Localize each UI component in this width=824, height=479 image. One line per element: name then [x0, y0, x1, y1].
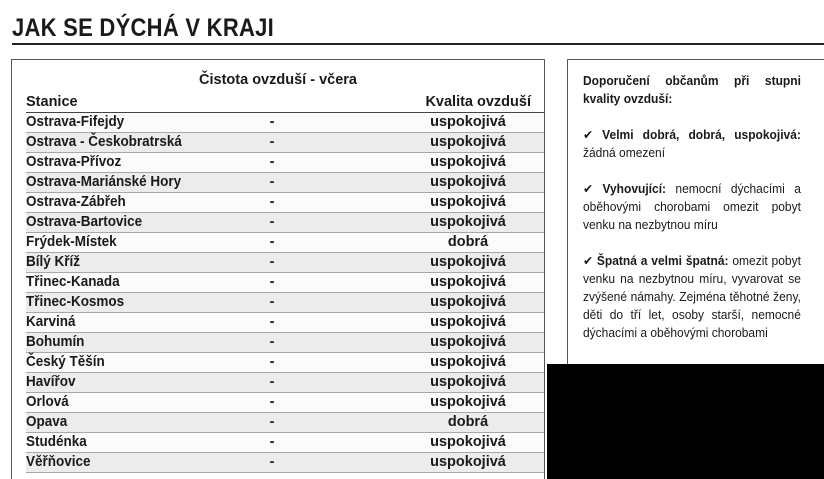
station-name: Ostrava - Českobratrská	[26, 134, 182, 150]
separator-dash: -	[269, 334, 275, 350]
recommendation-text: nemocní dýchacími a oběhovými chorobami omezit pobyt venku na nezbytnou míru	[583, 182, 801, 232]
checkmark-icon: ✔	[583, 128, 594, 142]
station-name: Ostrava-Přívoz	[26, 154, 122, 170]
separator-dash: -	[269, 414, 275, 430]
table-row	[26, 193, 544, 213]
table-row	[26, 113, 544, 133]
station-name: Ostrava-Bartovice	[26, 214, 143, 230]
column-header-quality: Kvalita ovzduší	[425, 94, 531, 110]
station-name: Ostrava-Mariánské Hory	[26, 174, 182, 190]
quality-value: uspokojivá	[430, 214, 506, 230]
table-body	[26, 113, 544, 473]
station-name: Opava	[26, 414, 68, 430]
table-row	[26, 253, 544, 273]
air-quality-table	[11, 59, 545, 479]
table-header	[26, 94, 544, 113]
table-row	[26, 153, 544, 173]
table-row	[26, 433, 544, 453]
recommendations-title: Doporučení občanům při stupni kvality ovzduší:	[583, 74, 801, 106]
separator-dash: -	[269, 154, 275, 170]
quality-value: uspokojivá	[430, 394, 506, 410]
separator-dash: -	[269, 234, 275, 250]
separator-dash: -	[269, 354, 275, 370]
quality-value: uspokojivá	[430, 434, 506, 450]
quality-value: uspokojivá	[430, 254, 506, 270]
table-row	[26, 413, 544, 433]
table-row	[26, 213, 544, 233]
table-row	[26, 273, 544, 293]
quality-value: uspokojivá	[430, 454, 506, 470]
station-name: Třinec-Kosmos	[26, 294, 125, 310]
table-row	[26, 293, 544, 313]
quality-value: uspokojivá	[430, 374, 506, 390]
redaction-block	[547, 364, 824, 479]
station-name: Ostrava-Zábřeh	[26, 194, 126, 210]
column-header-station: Stanice	[26, 94, 78, 110]
recommendation-item	[583, 180, 801, 234]
quality-value: dobrá	[447, 234, 489, 250]
recommendation-item	[583, 126, 801, 162]
station-name: Frýdek-Místek	[26, 234, 117, 250]
station-name: Havířov	[26, 374, 76, 390]
recommendations-box	[567, 59, 824, 364]
table-row	[26, 313, 544, 333]
separator-dash: -	[269, 374, 275, 390]
station-name: Bílý Kříž	[26, 254, 80, 270]
separator-dash: -	[269, 294, 275, 310]
recommendation-text: omezit pobyt venku na nezbytnou míru, vyvarovat se zvýšené námahy. Zejména těhotné ženy, děti do tří let, osoby starší, nemocné dýchacími a oběhovými chorobami	[583, 254, 801, 340]
quality-value: uspokojivá	[430, 354, 506, 370]
separator-dash: -	[269, 114, 275, 130]
checkmark-icon: ✔	[583, 254, 594, 268]
quality-value: uspokojivá	[430, 194, 506, 210]
quality-value: uspokojivá	[430, 274, 506, 290]
checkmark-icon: ✔	[583, 182, 594, 196]
recommendation-text: žádná omezení	[583, 146, 666, 160]
quality-value: uspokojivá	[430, 314, 506, 330]
quality-value: uspokojivá	[430, 114, 506, 130]
separator-dash: -	[269, 274, 275, 290]
table-row	[26, 373, 544, 393]
separator-dash: -	[269, 454, 275, 470]
table-row	[26, 173, 544, 193]
table-row	[26, 333, 544, 353]
table-row	[26, 353, 544, 373]
separator-dash: -	[269, 434, 275, 450]
separator-dash: -	[269, 394, 275, 410]
table-row	[26, 233, 544, 253]
table-row	[26, 393, 544, 413]
recommendation-item	[583, 252, 801, 342]
page-title: JAK SE DÝCHÁ V KRAJI	[12, 14, 275, 42]
title-rule	[12, 43, 824, 45]
table-row	[26, 133, 544, 153]
separator-dash: -	[269, 314, 275, 330]
quality-value: uspokojivá	[430, 174, 506, 190]
quality-value: uspokojivá	[430, 334, 506, 350]
station-name: Karviná	[26, 314, 76, 330]
table-title: Čistota ovzduší - včera	[199, 72, 357, 88]
quality-level: Vyhovující:	[602, 182, 667, 196]
station-name: Třinec-Kanada	[26, 274, 120, 290]
quality-level: Velmi dobrá, dobrá, uspokojivá:	[602, 128, 801, 142]
quality-value: uspokojivá	[430, 134, 506, 150]
quality-value: uspokojivá	[430, 294, 506, 310]
station-name: Orlová	[26, 394, 69, 410]
quality-level: Špatná a velmi špatná:	[596, 254, 729, 268]
station-name: Ostrava-Fifejdy	[26, 114, 125, 130]
table-row	[26, 453, 544, 473]
quality-value: uspokojivá	[430, 154, 506, 170]
separator-dash: -	[269, 174, 275, 190]
separator-dash: -	[269, 254, 275, 270]
separator-dash: -	[269, 134, 275, 150]
separator-dash: -	[269, 194, 275, 210]
station-name: Český Těšín	[26, 354, 105, 370]
separator-dash: -	[269, 214, 275, 230]
station-name: Věřňovice	[26, 454, 91, 470]
station-name: Bohumín	[26, 334, 85, 350]
station-name: Studénka	[26, 434, 87, 450]
quality-value: dobrá	[447, 414, 489, 430]
